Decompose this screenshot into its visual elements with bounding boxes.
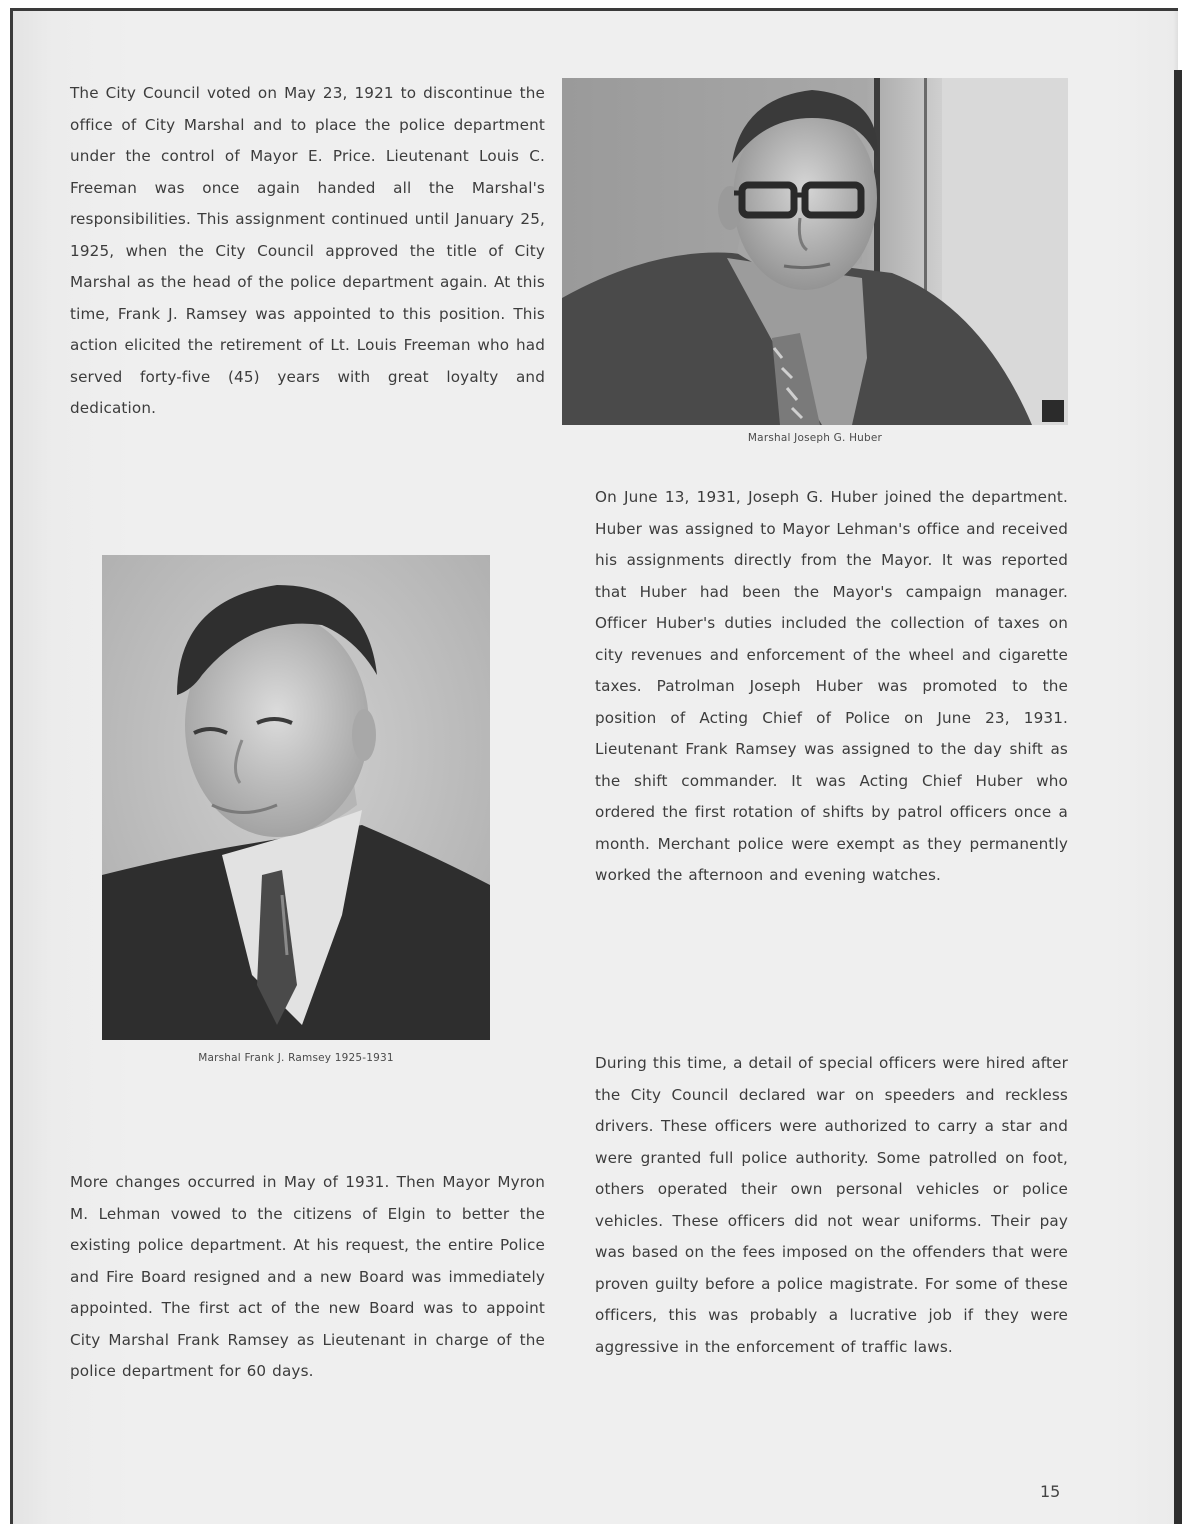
right-paragraph-2	[595, 1048, 1068, 1363]
photo-joseph-huber	[562, 78, 1068, 425]
paragraph-text: The City Council voted on May 23, 1921 to discontinue the office of City Marshal and to place the police department under the control of Mayor E. Price. Lieutenant Louis C. Freeman was once again handed all the Marshal's responsibilities. This assignment continued until January 25, 1925, when the City Council approved the title of City Marshal as the head of the police department again. At this time, Frank J. Ramsey was appointed to this position. This action elicited the retirement of Lt. Louis Freeman who had served forty-five (45) years with great loyalty and dedication.	[70, 84, 545, 417]
caption-ramsey: Marshal Frank J. Ramsey 1925-1931	[198, 1052, 394, 1064]
paragraph-text: On June 13, 1931, Joseph G. Huber joined the department. Huber was assigned to Mayor Lehman's office and received his assignments directly from the Mayor. It was reported that Huber had been the Mayor's campaign manager. Officer Huber's duties included the collection of taxes on city revenues and enforcement of the wheel and cigarette taxes. Patrolman Joseph Huber was promoted to the position of Acting Chief of Police on June 23, 1931. Lieutenant Frank Ramsey was assigned to the day shift as the shift commander. It was Acting Chief Huber who ordered the first rotation of shifts by patrol officers once a month. Merchant police were exempt as they permanently worked the afternoon and evening watches.	[595, 488, 1068, 884]
binding-shadow	[1174, 70, 1182, 1524]
left-paragraph-1	[70, 78, 545, 425]
portrait-ramsey-image	[102, 555, 490, 1040]
caption-huber: Marshal Joseph G. Huber	[747, 432, 883, 444]
portrait-huber-image	[562, 78, 1068, 425]
photo-frank-ramsey	[102, 555, 490, 1040]
paragraph-text: During this time, a detail of special officers were hired after the City Council declared war on speeders and reckless drivers. These officers were authorized to carry a star and were granted full police authority. Some patrolled on foot, others operated their own personal vehicles or police vehicles. These officers did not wear uniforms. Their pay was based on the fees imposed on the offenders that were proven guilty before a police magistrate. For some of these officers, this was probably a lucrative job if they were aggressive in the enforcement of traffic laws.	[595, 1054, 1068, 1356]
left-paragraph-2	[70, 1167, 545, 1388]
paragraph-text: More changes occurred in May of 1931. Then Mayor Myron M. Lehman vowed to the citizens of Elgin to better the existing police department. At his request, the entire Police and Fire Board resigned and a new Board was immediately appointed. The first act of the new Board was to appoint City Marshal Frank Ramsey as Lieutenant in charge of the police department for 60 days.	[70, 1173, 545, 1380]
page-number: 15	[1040, 1482, 1061, 1501]
right-paragraph-1	[595, 482, 1068, 892]
